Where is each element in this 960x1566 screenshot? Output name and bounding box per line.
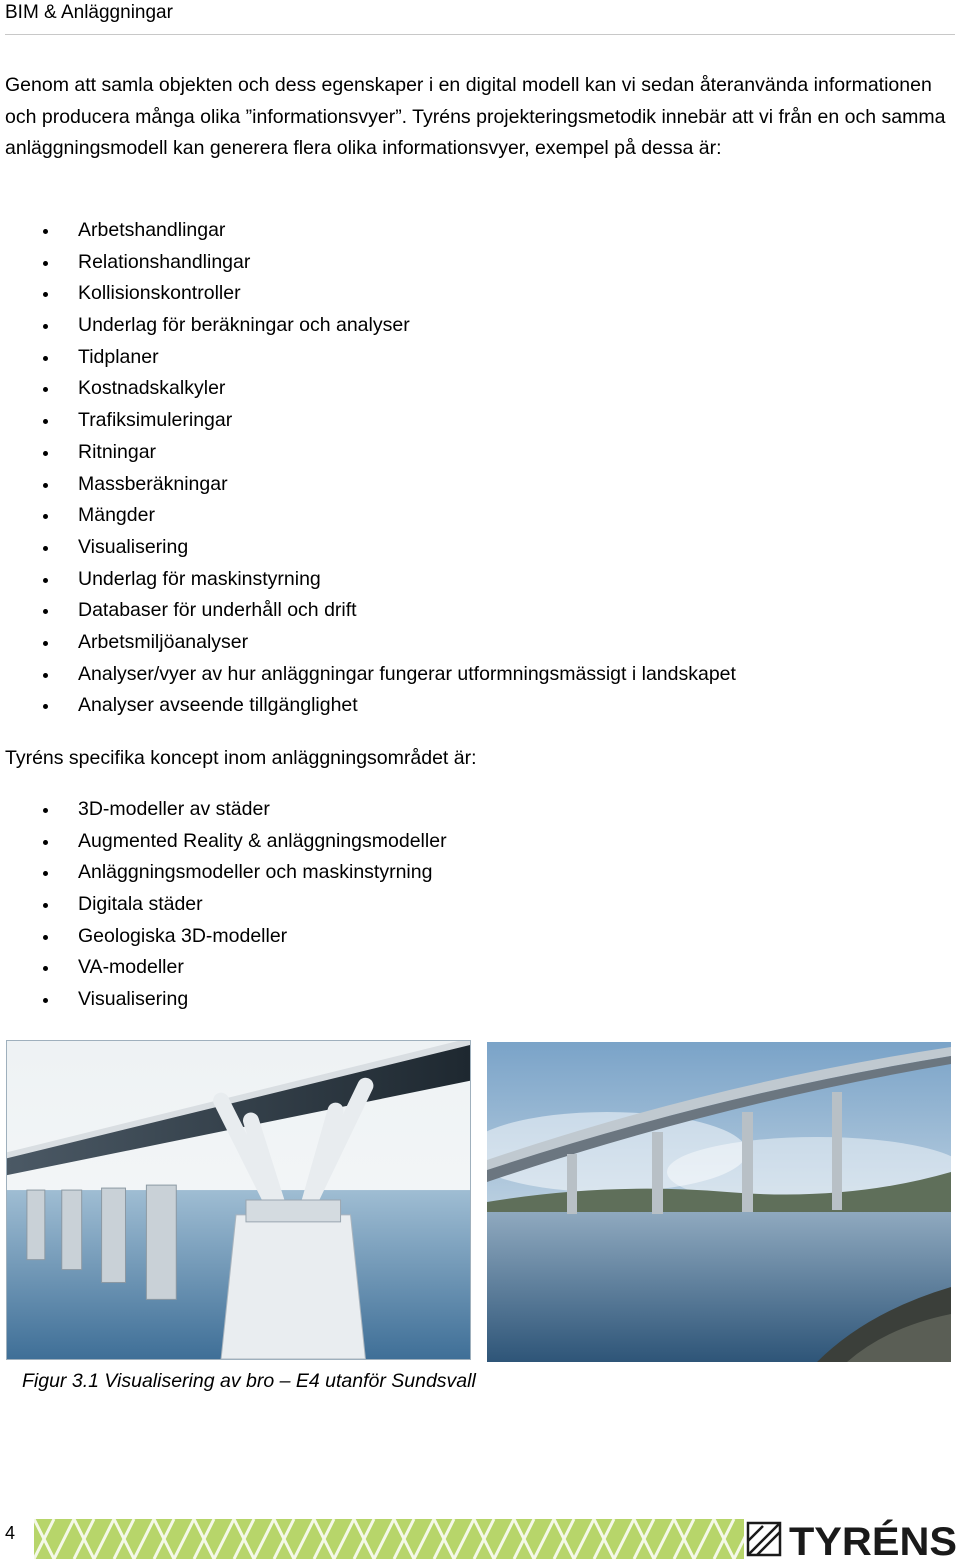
- list-item: Geologiska 3D-modeller: [0, 921, 960, 953]
- intro-paragraph: Genom att samla objekten och dess egenskaper i en digital modell kan vi sedan återanvända informationen och producera många olika ”informationsvyer”. Tyréns projekteringsmetodik innebär att vi från en och samma anläggningsmodell kan generera flera olika informationsvyer, exempel på dessa är:: [5, 74, 946, 159]
- tyrens-logo: [745, 1517, 960, 1561]
- list-item: 3D-modeller av städer: [0, 794, 960, 826]
- list-item: Analyser avseende tillgänglighet: [0, 690, 960, 722]
- list-item: Underlag för beräkningar och analyser: [0, 310, 960, 342]
- list-item: Anläggningsmodeller och maskinstyrning: [0, 857, 960, 889]
- footer-pattern-band: [34, 1519, 744, 1559]
- header-title: BIM & Anläggningar: [5, 2, 173, 23]
- list-item: Visualisering: [0, 532, 960, 564]
- list-item: Databaser för underhåll och drift: [0, 595, 960, 627]
- bridge-landscape-photo-image: [487, 1042, 951, 1362]
- list-item: Massberäkningar: [0, 469, 960, 501]
- list-item: Underlag för maskinstyrning: [0, 564, 960, 596]
- concepts-list: [0, 794, 960, 1016]
- bridge-pillars-render-image: [6, 1040, 471, 1360]
- list-item: Trafiksimuleringar: [0, 405, 960, 437]
- concepts-heading: Tyréns specifika koncept inom anläggningsområdet är:: [5, 747, 477, 769]
- list-item: Augmented Reality & anläggningsmodeller: [0, 826, 960, 858]
- list-item: Arbetshandlingar: [0, 215, 960, 247]
- list-item: Arbetsmiljöanalyser: [0, 627, 960, 659]
- list-item: Mängder: [0, 500, 960, 532]
- list-item: Ritningar: [0, 437, 960, 469]
- list-item: Relationshandlingar: [0, 247, 960, 279]
- list-item: Visualisering: [0, 984, 960, 1016]
- logo-wordmark: TYRÉNS: [789, 1520, 952, 1561]
- list-item: Tidplaner: [0, 342, 960, 374]
- page-header: [5, 0, 955, 35]
- list-item: VA-modeller: [0, 952, 960, 984]
- list-item: Kostnadskalkyler: [0, 373, 960, 405]
- list-item: Kollisionskontroller: [0, 278, 960, 310]
- information-views-list: [0, 215, 960, 722]
- logo-mark-icon: [748, 1523, 780, 1555]
- page-number: 4: [5, 1523, 16, 1543]
- list-item: Digitala städer: [0, 889, 960, 921]
- list-item: Analyser/vyer av hur anläggningar fungerar utformningsmässigt i landskapet: [0, 659, 960, 691]
- figure-caption: Figur 3.1 Visualisering av bro – E4 utanför Sundsvall: [22, 1370, 476, 1392]
